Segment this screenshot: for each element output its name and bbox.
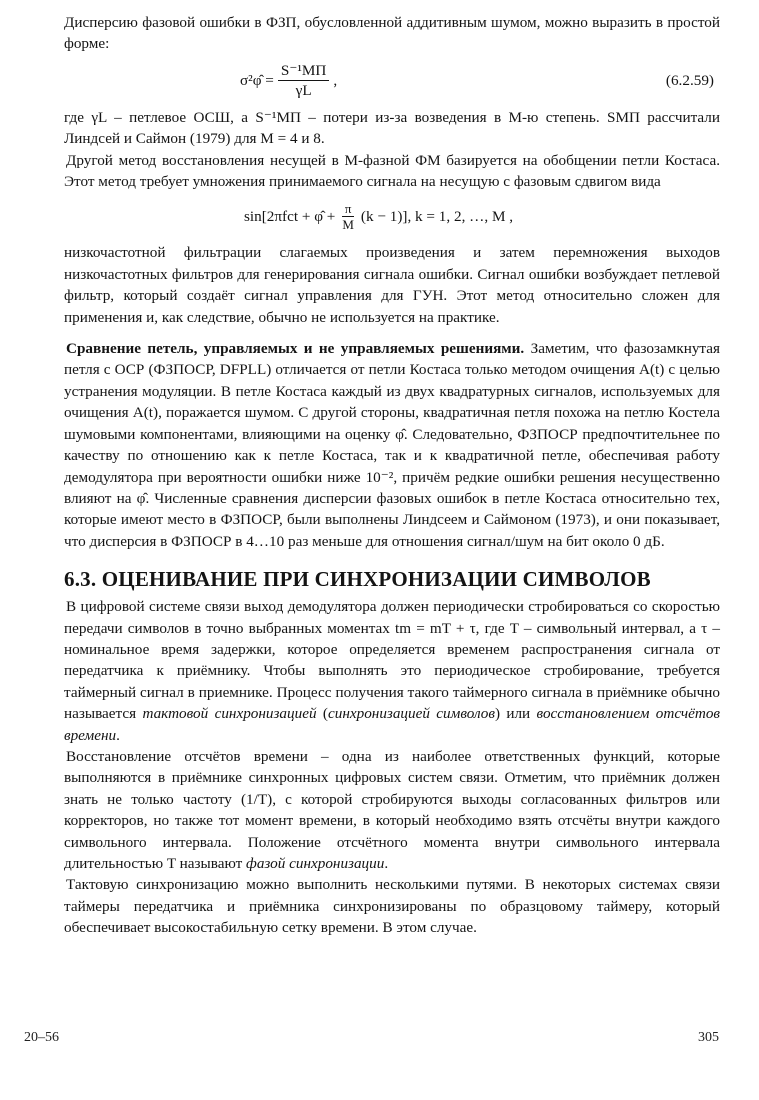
paragraph-intro: Дисперсию фазовой ошибки в ФЗП, обусловленной аддитивным шумом, можно выразить в простой форме: — [64, 14, 720, 53]
paragraph-symbol-sync-intro — [64, 596, 720, 746]
equation2-fraction — [339, 201, 357, 232]
timing-recovery-end: . — [384, 855, 389, 872]
equation-lhs: σ²φ̂ = — [240, 72, 274, 90]
paragraph-timing-recovery — [64, 746, 720, 874]
equation2-left: sin[2πfct + φ̂ + — [244, 207, 336, 225]
section-heading: 6.3. ОЦЕНИВАНИЕ ПРИ СИНХРОНИЗАЦИИ СИМВОЛОВ — [64, 567, 651, 592]
term-sync-phase: фазой синхронизации — [246, 855, 385, 872]
term-timing-recovery: восстановлением отсчётов времени — [64, 705, 721, 744]
paragraph-costas-generalization: Другой метод восстановления несущей в M-фазной ФМ базируется на обобщении петли Костаса. Этот метод требует умножения принимаемого сигнала на несущую с фазовым сдвигом вида — [64, 151, 720, 191]
equation2-right: (k − 1)], k = 1, 2, …, M , — [360, 207, 514, 225]
equation-phase-shift — [64, 194, 720, 238]
symbol-sync-text-2: ( — [316, 705, 328, 723]
equation-6-2-59 — [64, 59, 720, 103]
page-number: 305 — [698, 1030, 719, 1045]
paragraph-loop-comparison — [64, 338, 720, 552]
symbol-sync-text-3: ) или — [494, 705, 537, 723]
paragraph-lowpass-filtering: низкочастотной фильтрации слагаемых произведения и затем перемножения выходов низкочастотных фильтров для генерирования сигнала ошибки. Сигнал ошибки возбуждает петлевой фильтр, который создаёт сигнал управления для ГУН. Этот метод относительно сложен для применения и, как следствие, обычно не используется на практике. — [64, 244, 720, 326]
loop-comparison-title: Сравнение петель, управляемых и не управляемых решениями. — [66, 340, 525, 358]
equation2-denominator: M — [342, 216, 354, 232]
equation-number: (6.2.59) — [665, 71, 714, 89]
equation-tail: , — [333, 72, 338, 90]
document-page — [64, 12, 720, 939]
equation-numerator: S⁻¹МП — [278, 61, 330, 81]
paragraph-after-equation: где γL – петлевое ОСШ, а S⁻¹МП – потери из-за возведения в M-ю степень. SМП рассчитали Линдсей и Саймон (1979) для M = 4 и 8. — [64, 108, 720, 148]
paragraph-clock-sync-methods: Тактовую синхронизацию можно выполнить несколькими путями. В некоторых системах связи таймеры передатчика и приёмника синхронизированы по образцовому таймеру, который обеспечивает высокостабильную сетку времени. В этом случае. — [64, 876, 720, 937]
term-symbol-sync: синхронизацией символов — [327, 705, 495, 723]
symbol-sync-text-4: . — [116, 726, 120, 744]
equation-denominator: γL — [295, 82, 312, 100]
timing-recovery-text: Восстановление отсчётов времени – одна из наиболее ответственных функций, которые выполняются в приёмнике синхронных цифровых систем связи. Отметим, что приёмник должен знать не только частоту (1/T), с которой стробируются выходы согласованных фильтров или корректоров, но также тот момент времени, в который необходимо взять отсчёты внутри каждого символьного интервала. Положение отсчётного момента внутри символьного интервала длительностью T называют — [64, 747, 720, 872]
equation2-numerator: π — [342, 201, 355, 217]
footer-signature: 20–56 — [24, 1030, 59, 1045]
loop-comparison-text: Заметим, что фазозамкнутая петля с ОСР (ФЗПОСР, DFPLL) отличается от петли Костаса только методом очищения A(t) с целью устранения модуляции. В петле Костаса каждый из двух квадратурных сигналов, используемых для очищения A(t), поражается шумом. С другой стороны, квадратичная петля похожа на петлю Костела шумовыми компонентами, влияющими на оценку φ̂. Следовательно, ФЗПОСР предпочтительнее по качеству по отношению как к петле Костаса, так и к квадратичной петле, обеспечивая работу демодулятора при вероятности ошибки ниже 10⁻², причём редкие ошибки решения несущественно влияют на φ̂. Численные сравнения дисперсии фазовых ошибок в петле Костаса относительно тех, которые имеют место в ФЗПОСР, были выполнены Линдсеем и Саймоном (1973), и они показывает, что дисперсия в ФЗПОСР в 4…10 раз меньше для отношения сигнал/шум на бит около 0 дБ. — [64, 340, 720, 550]
symbol-sync-text-1: В цифровой системе связи выход демодулятора должен периодически стробироваться со скоростью передачи символов в точно выбранных моментах tm = mT + τ, где T – символьный интервал, а τ – номинальное время задержки, которое определяется временем распространения сигнала от передатчика к приёмнику. Чтобы выполнять это периодическое стробирование, требуется таймерный сигнал в приемнике. Процесс получения такого таймерного сигнала в приёмнике обычно называется — [64, 598, 720, 723]
equation-fraction — [278, 61, 330, 100]
term-clock-sync: тактовой синхронизацией — [142, 705, 317, 723]
